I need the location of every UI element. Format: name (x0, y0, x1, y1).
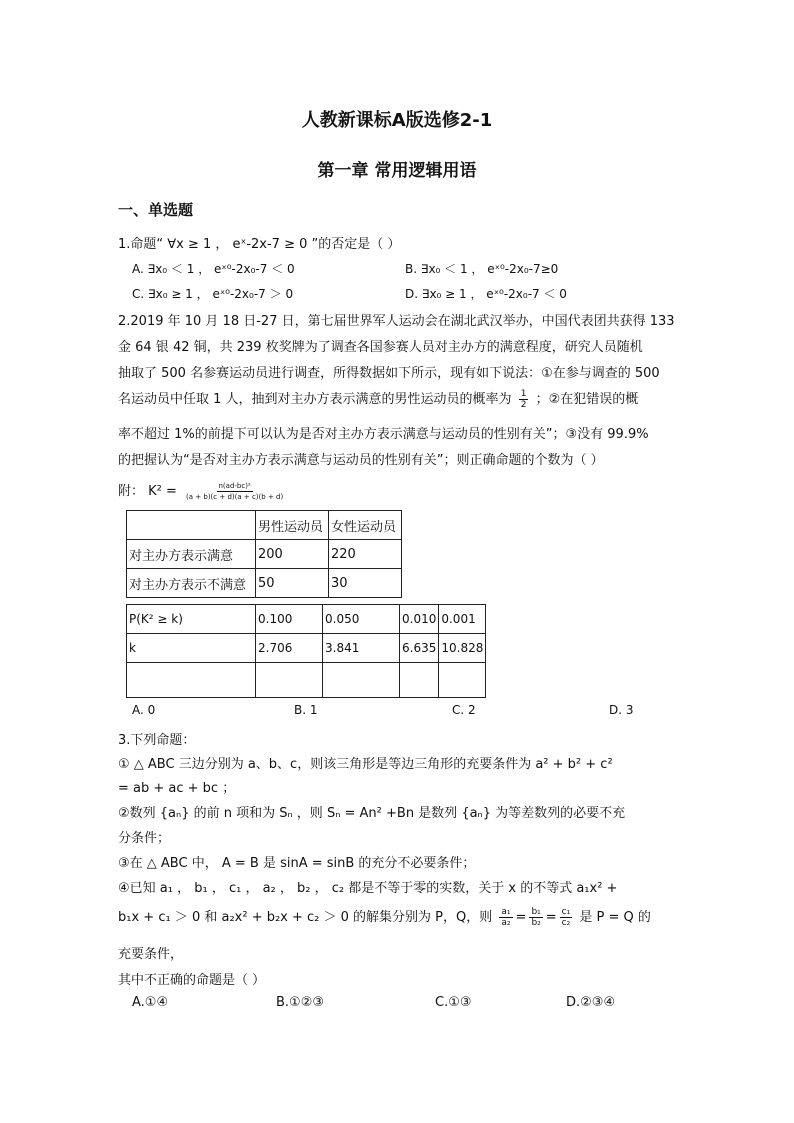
fraction-denominator: c₂ (561, 918, 571, 928)
table-cell (323, 663, 400, 698)
q3-ask: 其中不正确的命题是（ ） (118, 973, 266, 988)
table-cell: 对主办方表示不满意 (127, 569, 256, 598)
table-row (127, 569, 402, 598)
q3-prop-4-text: b₁x + c₁ ＞ 0 和 a₂x² + b₂x + c₂ ＞ 0 的解集分别为 P，Q，则 (118, 910, 493, 925)
table-cell: 6.635 (400, 634, 439, 663)
q3-option-c: C.①③ (435, 995, 472, 1010)
q3-prop-4-tail: 是 P = Q 的 (579, 910, 651, 925)
q2-line-3: 抽取了 500 名参赛运动员进行调查，所得数据如下所示，现有如下说法：①在参与调查的 500 (118, 366, 660, 381)
q1-option-c: C. ∃x₀ ≥ 1 ， eˣ⁰-2x₀-7 ＞ 0 (132, 287, 294, 301)
table-row (127, 663, 486, 698)
fraction-numerator: a₁ (501, 907, 511, 917)
q1-option-d: D. ∃x₀ ≥ 1 ， eˣ⁰-2x₀-7 ＜ 0 (405, 287, 567, 301)
book-title: 人教新课标A版选修2-1 (301, 110, 493, 131)
q3-prop-4: ④已知 a₁ ， b₁ ， c₁ ， a₂ ， b₂ ， c₂ 都是不等于零的实数，关于 x 的不等式 a₁x² + (118, 881, 618, 896)
q3-prop-1: ① △ ABC 三边分别为 a、b、c，则该三角形是等边三角形的充要条件为 a² + b² + c² (118, 757, 613, 772)
table-cell: 0.050 (323, 605, 400, 634)
q2-line-6: 的把握认为“是否对主办方表示满意与运动员的性别有关”；则正确命题的个数为（ ） (118, 453, 604, 468)
ratio-fraction-b (529, 907, 542, 928)
table-cell: 220 (329, 540, 402, 569)
q2-line-4 (118, 388, 638, 410)
q2-line-1: 2.2019 年 10 月 18 日-27 日，第七届世界军人运动会在湖北武汉举办，中国代表团共获得 133 (118, 314, 675, 329)
survey-table (126, 510, 402, 598)
q3-option-b: B.①②③ (276, 995, 325, 1010)
k-numerator: n(ad-bc)² (218, 482, 251, 490)
table-cell: 0.001 (439, 605, 486, 634)
ratio-fraction-a (499, 907, 512, 928)
table-cell: 男性运动员 (256, 511, 329, 540)
q3-prop-4-end: 充要条件， (118, 947, 184, 962)
q1-option-b: B. ∃x₀ ＜ 1 ， eˣ⁰-2x₀-7≥0 (405, 262, 559, 276)
critical-value-table (126, 604, 486, 698)
ratio-fraction-c (560, 907, 573, 928)
table-cell: 3.841 (323, 634, 400, 663)
table-row (127, 634, 486, 663)
q2-option-b: B. 1 (294, 703, 318, 717)
table-cell: 0.100 (256, 605, 323, 634)
table-cell (127, 511, 256, 540)
table-cell (256, 663, 323, 698)
table-cell: 女性运动员 (329, 511, 402, 540)
fraction-numerator: 1 (520, 389, 527, 399)
q1-option-a: A. ∃x₀ ＜ 1 ， eˣ⁰-2x₀-7 ＜ 0 (132, 262, 295, 276)
table-cell: 对主办方表示满意 (127, 540, 256, 569)
q2-line-4-text: 名运动员中任取 1 人，抽到对主办方表示满意的男性运动员的概率为 (118, 392, 512, 407)
q2-line-2: 金 64 银 42 铜，共 239 枚奖牌为了调查各国参赛人员对主办方的满意程度，研究人员随机 (118, 340, 643, 355)
fraction-denominator: a₂ (501, 918, 511, 928)
table-cell: 30 (329, 569, 402, 598)
chapter-title: 第一章 常用逻辑用语 (317, 161, 477, 181)
k-squared-fraction (184, 481, 285, 502)
q2-option-d: D. 3 (609, 703, 634, 717)
table-cell (439, 663, 486, 698)
k-squared-formula (118, 480, 288, 502)
table-cell: 10.828 (439, 634, 486, 663)
q3-prop-2-cont: 分条件； (118, 831, 171, 846)
q3-option-d: D.②③④ (566, 995, 616, 1010)
q3-prop-1-cont: = ab + ac + bc ； (118, 781, 236, 796)
table-cell (127, 663, 256, 698)
probability-fraction (519, 389, 529, 410)
table-cell: P(K² ≥ k) (127, 605, 256, 634)
q2-option-a: A. 0 (132, 703, 156, 717)
table-row (127, 540, 402, 569)
q3-prop-4-cont: b₁x + c₁ ＞ 0 和 a₂x² + b₂x + c₂ ＞ 0 的解集分别为 P，Q，则 $\frac{\text{a₁}}{\text{a₂}}$ = $\frac{\text{b₁}}{\text{b₂}}$ = $\frac{\text{c₁}}{\text{c₂}}$ 是 P = Q 的 (118, 907, 651, 928)
table-cell: 50 (256, 569, 329, 598)
appendix-label: 附： K² = (118, 484, 177, 499)
q2-line-5: 率不超过 1%的前提下可以认为是否对主办方表示满意与运动员的性别有关”；③没有 99.9% (118, 427, 649, 442)
table-cell: 2.706 (256, 634, 323, 663)
q3-option-a: A.①④ (132, 995, 169, 1010)
fraction-denominator: 2 (520, 400, 527, 410)
table-cell: 200 (256, 540, 329, 569)
table-cell (400, 663, 439, 698)
table-row (127, 605, 486, 634)
q2-option-c: C. 2 (452, 703, 476, 717)
fraction-numerator: b₁ (531, 907, 541, 917)
q1-stem: 1.命题“ ∀x ≥ 1 ， eˣ-2x-7 ≥ 0 ”的否定是（ ） (118, 237, 401, 252)
table-cell: 0.010 (400, 605, 439, 634)
section-heading: 一、单选题 (118, 201, 194, 219)
table-row (127, 511, 402, 540)
fraction-denominator: b₂ (531, 918, 541, 928)
k-denominator: (a + b)(c + d)(a + c)(b + d) (186, 493, 284, 501)
fraction-numerator: c₁ (561, 907, 571, 917)
q3-stem: 3.下列命题： (118, 733, 196, 748)
q3-prop-3: ③在 △ ABC 中， A = B 是 sinA = sinB 的充分不必要条件； (118, 856, 476, 871)
q2-line-4-tail: ；②在犯错误的概 (535, 392, 639, 407)
q3-prop-2: ②数列 {aₙ} 的前 n 项和为 Sₙ ，则 Sₙ = An² +Bn 是数列 {aₙ} 为等差数列的必要不充 (118, 806, 626, 821)
table-cell: k (127, 634, 256, 663)
